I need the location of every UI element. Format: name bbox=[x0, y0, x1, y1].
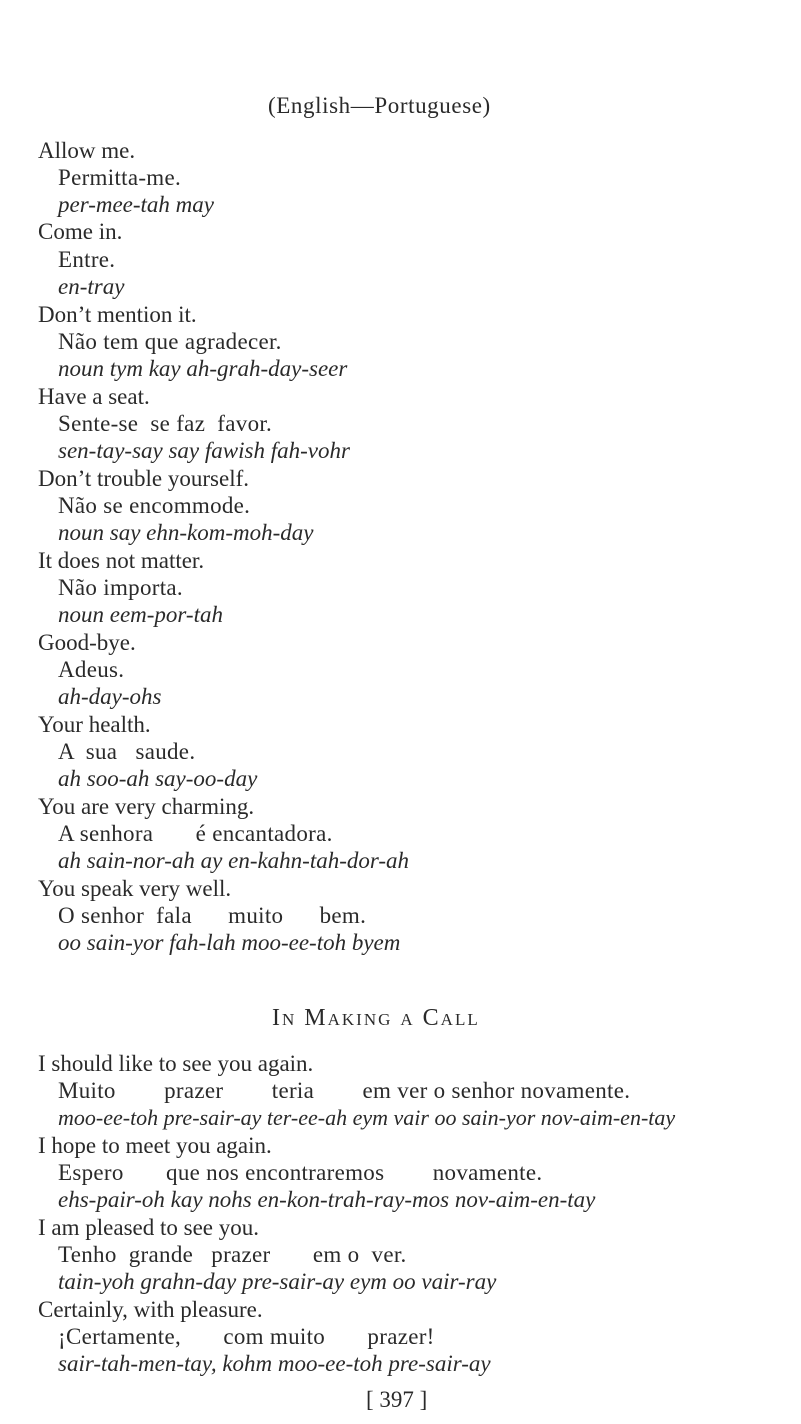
page-number: [ 397 ] bbox=[366, 1387, 428, 1412]
pronunciation: ah soo-ah say-oo-day bbox=[58, 766, 258, 791]
pronunciation: oo sain-yor fah-lah moo-ee-toh byem bbox=[58, 930, 401, 955]
portuguese-phrase: A senhora é encantadora. bbox=[58, 821, 333, 846]
portuguese-phrase: Tenho grande prazer em o ver. bbox=[58, 1242, 407, 1267]
pronunciation: noun tym kay ah-grah-day-seer bbox=[58, 356, 348, 381]
pronunciation: sen-tay-say say fawish fah-vohr bbox=[58, 438, 350, 463]
pronunciation: per-mee-tah may bbox=[58, 192, 215, 217]
pronunciation: tain-yoh grahn-day pre-sair-ay eym oo vair-ray bbox=[58, 1269, 497, 1294]
pronunciation: sair-tah-men-tay, kohm moo-ee-toh pre-sair-ay bbox=[58, 1351, 491, 1376]
english-phrase: Allow me. bbox=[38, 138, 136, 163]
pronunciation: en-tray bbox=[58, 274, 125, 299]
portuguese-phrase: Entre. bbox=[58, 247, 116, 272]
english-phrase: You speak very well. bbox=[38, 876, 232, 901]
english-phrase: Come in. bbox=[38, 219, 123, 244]
english-phrase: Certainly, with pleasure. bbox=[38, 1297, 263, 1322]
pronunciation: moo-ee-toh pre-sair-ay ter-ee-ah eym vair oo sain-yor nov-aim-en-tay bbox=[58, 1105, 676, 1130]
portuguese-phrase: Muito prazer teria em ver o senhor novamente. bbox=[58, 1078, 631, 1103]
pronunciation: ah sain-nor-ah ay en-kahn-tah-dor-ah bbox=[58, 848, 410, 873]
english-phrase: You are very charming. bbox=[38, 794, 255, 819]
english-phrase: I should like to see you again. bbox=[38, 1051, 314, 1076]
english-phrase: I hope to meet you again. bbox=[38, 1133, 272, 1158]
running-header: (English—Portuguese) bbox=[268, 93, 491, 118]
portuguese-phrase: Não importa. bbox=[58, 575, 183, 600]
english-phrase: Your health. bbox=[38, 712, 151, 737]
portuguese-phrase: Não tem que agradecer. bbox=[58, 329, 282, 354]
portuguese-phrase: Permitta-me. bbox=[58, 165, 182, 190]
pronunciation: ah-day-ohs bbox=[58, 684, 162, 709]
portuguese-phrase: Espero que nos encontraremos novamente. bbox=[58, 1160, 543, 1185]
portuguese-phrase: Não se encommode. bbox=[58, 493, 251, 518]
english-phrase: Don’t trouble yourself. bbox=[38, 466, 250, 491]
english-phrase: Good-bye. bbox=[38, 630, 136, 655]
english-phrase: Have a seat. bbox=[38, 384, 150, 409]
portuguese-phrase: O senhor fala muito bem. bbox=[58, 903, 367, 928]
english-phrase: I am pleased to see you. bbox=[38, 1215, 259, 1240]
portuguese-phrase: Adeus. bbox=[58, 657, 125, 682]
english-phrase: Don’t mention it. bbox=[38, 302, 197, 327]
portuguese-phrase: Sente-se se faz favor. bbox=[58, 411, 273, 436]
portuguese-phrase: ¡Certamente, com muito prazer! bbox=[58, 1324, 435, 1349]
pronunciation: noun say ehn-kom-moh-day bbox=[58, 520, 314, 545]
english-phrase: It does not matter. bbox=[38, 548, 205, 573]
portuguese-phrase: A sua saude. bbox=[58, 739, 196, 764]
pronunciation: noun eem-por-tah bbox=[58, 602, 223, 627]
pronunciation: ehs-pair-oh kay nohs en-kon-trah-ray-mos nov-aim-en-tay bbox=[58, 1187, 596, 1212]
section-title: In Making a Call bbox=[272, 1005, 480, 1031]
